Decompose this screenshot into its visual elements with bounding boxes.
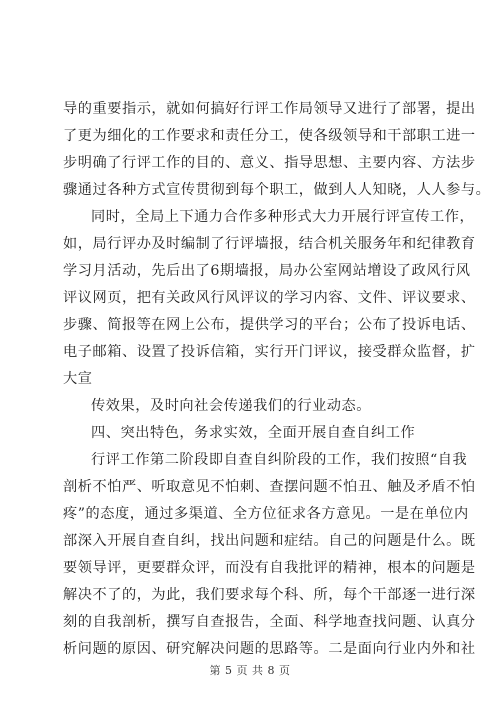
text-line: 步明确了行评工作的目的、意义、指导思想、主要内容、方法步 <box>63 155 476 171</box>
text-line: 如，局行评办及时编制了行评墙报，结合机关服务年和纪律教育 <box>63 236 476 252</box>
body-text <box>63 96 491 663</box>
text-line: 骤通过各种方式宣传贯彻到每个职工，做到人人知晓，人人参与。 <box>63 182 491 198</box>
text-line: 解决不了的，为此，我们要求每个科、所，每个干部逐一进行深 <box>63 587 476 603</box>
text-line: 行评工作第二阶段即自查自纠阶段的工作，我们按照“自我 <box>91 452 468 468</box>
text-line: 导的重要指示，就如何搞好行评工作局领导又进行了部署，提出 <box>63 101 476 117</box>
page-footer: 第 5 页 共 8 页 <box>209 664 291 677</box>
text-line: 了更为细化的工作要求和责任分工，使各级领导和干部职工进一 <box>63 128 476 144</box>
text-line: 大宣 <box>63 371 93 387</box>
text-line: 疼”的态度，通过多渠道、全方位征求各方意见。一是在单位内 <box>63 506 469 522</box>
text-line: 同时，全局上下通力合作多种形式大力开展行评宣传工作， <box>91 209 475 225</box>
text-line: 四、突出特色，务求实效，全面开展自查自纠工作 <box>91 425 416 441</box>
text-line: 析问题的原因、研究解决问题的思路等。二是面向行业内外和社 <box>63 641 476 657</box>
text-line: 步骤、简报等在网上公布，提供学习的平台；公布了投诉电话、 <box>63 317 476 333</box>
text-line: 刻的自我剖析，撰写自查报告，全面、科学地查找问题、认真分 <box>63 614 476 630</box>
text-line: 学习月活动，先后出了6期墙报，局办公室网站增设了政风行风 <box>63 263 471 279</box>
text-line: 传效果，及时向社会传递我们的行业动态。 <box>91 398 372 414</box>
text-line: 部深入开展自查自纠，找出问题和症结。自己的问题是什么。既 <box>63 533 476 549</box>
text-line: 评议网页，把有关政风行风评议的学习内容、文件、评议要求、 <box>63 290 476 306</box>
text-line: 要领导评，更要群众评，而没有自我批评的精神，根本的问题是 <box>63 560 476 576</box>
text-line: 电子邮箱、设置了投诉信箱，实行开门评议，接受群众监督，扩 <box>63 344 476 360</box>
text-line: 剖析不怕严、听取意见不怕刺、查摆问题不怕丑、触及矛盾不怕 <box>63 479 476 495</box>
